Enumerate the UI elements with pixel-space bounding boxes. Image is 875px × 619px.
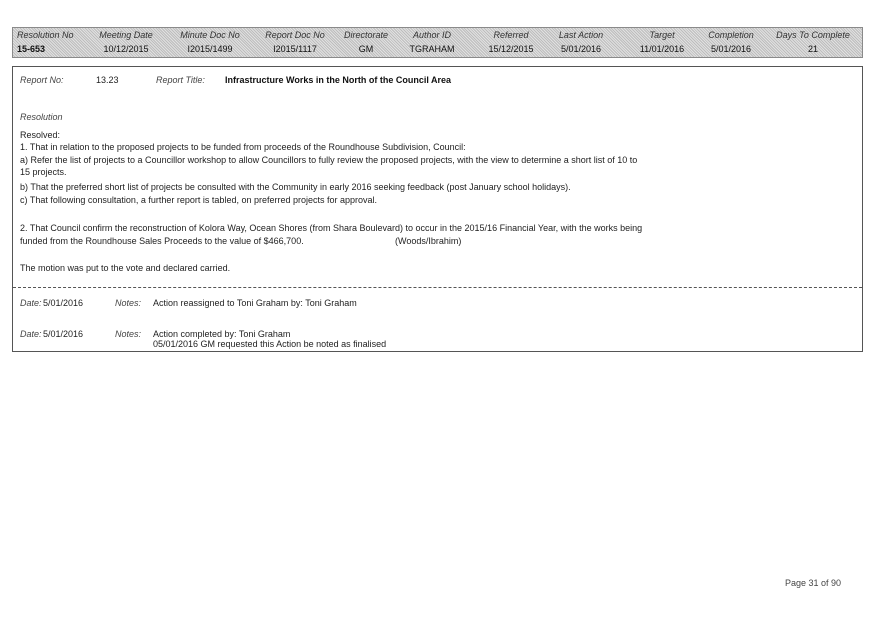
motion-result: The motion was put to the vote and declared carried.	[20, 263, 231, 273]
actions-divider	[13, 287, 862, 288]
report-doc-no-value: I2015/1117	[273, 44, 317, 54]
resolution-detail-box	[12, 66, 863, 352]
col-label-author-id: Author ID	[412, 30, 452, 40]
col-label-resolution-no: Resolution No	[17, 30, 74, 40]
resolution-line: a) Refer the list of projects to a Councillor workshop to allow Councillors to fully review the proposed projects, with the view to determine a short list of 10 to	[20, 155, 638, 165]
resolution-heading: Resolution	[20, 112, 63, 122]
author-id-value: TGRAHAM	[409, 44, 455, 54]
resolution-line: 2. That Council confirm the reconstruction of Kolora Way, Ocean Shores (from Shara Boulevard) to occur in the 2015/16 Financial Year, with the works being	[20, 223, 643, 233]
action-date-label: Date:	[20, 329, 42, 339]
col-label-report-doc-no: Report Doc No	[265, 30, 325, 40]
resolution-line: 1. That in relation to the proposed projects to be funded from proceeds of the Roundhouse Subdivision, Council:	[20, 142, 466, 152]
resolution-line: c) That following consultation, a further report is tabled, on preferred projects for approval.	[20, 195, 378, 205]
col-label-completion: Completion	[708, 30, 754, 40]
report-no-label: Report No:	[20, 75, 64, 85]
action-notes-label: Notes:	[115, 329, 142, 339]
action-note: Action completed by: Toni Graham	[153, 329, 291, 339]
resolved-label: Resolved:	[20, 130, 61, 140]
col-label-minute-doc-no: Minute Doc No	[180, 30, 240, 40]
report-no-value: 13.23	[96, 75, 119, 85]
last-action-value: 5/01/2016	[560, 44, 602, 54]
page-number: Page 31 of 90	[784, 578, 841, 588]
col-label-meeting-date: Meeting Date	[99, 30, 153, 40]
resolution-line: b) That the preferred short list of projects be consulted with the Community in early 2016 seeking feedback (post January school holidays).	[20, 182, 571, 192]
action-date: 5/01/2016	[43, 298, 84, 308]
meeting-date-value: 10/12/2015	[103, 44, 149, 54]
action-notes-label: Notes:	[115, 298, 142, 308]
minute-doc-no-value: I2015/1499	[187, 44, 233, 54]
report-title-value: Infrastructure Works in the North of the Council Area	[225, 75, 452, 85]
resolution-line: funded from the Roundhouse Sales Proceeds to the value of $466,700.	[20, 236, 304, 246]
resolution-line: 15 projects.	[20, 167, 67, 177]
action-note: Action reassigned to Toni Graham by: Toni Graham	[153, 298, 357, 308]
col-label-days-to-complete: Days To Complete	[776, 30, 850, 40]
directorate-value: GM	[358, 44, 374, 54]
record-header	[12, 27, 863, 58]
action-date-label: Date:	[20, 298, 42, 308]
completion-value: 5/01/2016	[710, 44, 752, 54]
action-note: 05/01/2016 GM requested this Action be noted as finalised	[153, 339, 387, 349]
days-to-complete-value: 21	[807, 44, 819, 54]
referred-value: 15/12/2015	[488, 44, 534, 54]
col-label-target: Target	[649, 30, 675, 40]
target-value: 11/01/2016	[639, 44, 685, 54]
col-label-referred: Referred	[493, 30, 529, 40]
report-title-label: Report Title:	[156, 75, 205, 85]
movers: (Woods/Ibrahim)	[395, 236, 462, 246]
col-label-directorate: Directorate	[343, 30, 389, 40]
col-label-last-action: Last Action	[558, 30, 604, 40]
resolution-no-value: 15-653	[17, 44, 46, 54]
action-date: 5/01/2016	[43, 329, 84, 339]
